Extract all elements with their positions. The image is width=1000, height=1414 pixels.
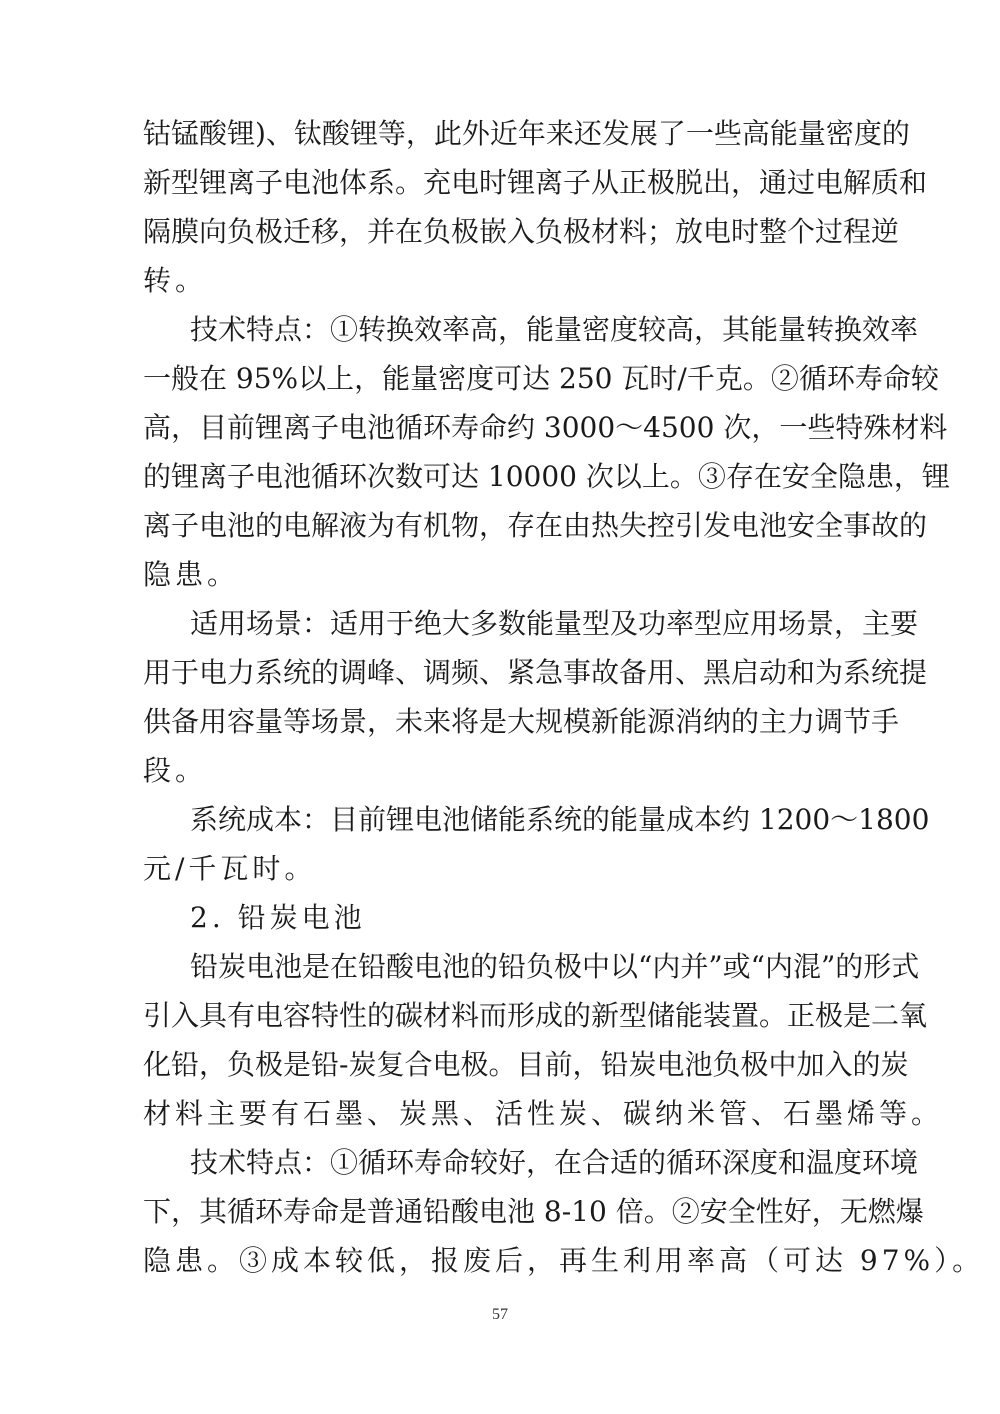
section-heading: 2. 铅炭电池 <box>190 901 366 934</box>
paragraph-first-line: 技术特点：①循环寿命较好，在合适的循环深度和温度环境 <box>190 1146 919 1179</box>
text-line: 引入具有电容特性的碳材料而形成的新型储能装置。正极是二氧 <box>143 999 928 1032</box>
paragraph-first-line: 适用场景：适用于绝大多数能量型及功率型应用场景，主要 <box>190 607 919 640</box>
text-line: 转。 <box>143 264 208 297</box>
text-line: 隐患。 <box>143 558 240 591</box>
text-line: 的锂离子电池循环次数可达 10000 次以上。③存在安全隐患，锂 <box>143 460 950 493</box>
text-line: 段。 <box>143 754 208 787</box>
paragraph-first-line: 技术特点：①转换效率高，能量密度较高，其能量转换效率 <box>190 313 919 346</box>
text-line: 高，目前锂离子电池循环寿命约 3000～4500 次，一些特殊材料 <box>143 411 948 444</box>
text-line: 化铅，负极是铅-炭复合电极。目前，铅炭电池负极中加入的炭 <box>143 1048 909 1081</box>
text-line: 隔膜向负极迁移，并在负极嵌入负极材料；放电时整个过程逆 <box>143 215 900 248</box>
text-line: 用于电力系统的调峰、调频、紧急事故备用、黑启动和为系统提 <box>143 656 928 689</box>
text-line: 离子电池的电解液为有机物，存在由热失控引发电池安全事故的 <box>143 509 928 542</box>
page-number: 57 <box>492 1306 508 1323</box>
text-line: 下，其循环寿命是普通铅酸电池 8-10 倍。②安全性好，无燃爆 <box>143 1195 924 1228</box>
text-line: 供备用容量等场景，未来将是大规模新能源消纳的主力调节手 <box>143 705 900 738</box>
text-line: 一般在 95%以上，能量密度可达 250 瓦时/千克。②循环寿命较 <box>143 362 939 395</box>
text-line: 材料主要有石墨、炭黑、活性炭、碳纳米管、石墨烯等。 <box>143 1097 944 1130</box>
text-line: 新型锂离子电池体系。充电时锂离子从正极脱出，通过电解质和 <box>143 166 928 199</box>
text-line: 元/千瓦时。 <box>143 852 317 885</box>
text-line: 钴锰酸锂)、钛酸锂等，此外近年来还发展了一些高能量密度的 <box>143 117 910 150</box>
paragraph-first-line: 系统成本：目前锂电池储能系统的能量成本约 1200～1800 <box>190 803 930 836</box>
paragraph-first-line: 铅炭电池是在铅酸电池的铅负极中以“内并”或“内混”的形式 <box>190 950 920 983</box>
text-line: 隐患。③成本较低，报废后，再生利用率高（可达 97%）。 <box>143 1244 985 1277</box>
